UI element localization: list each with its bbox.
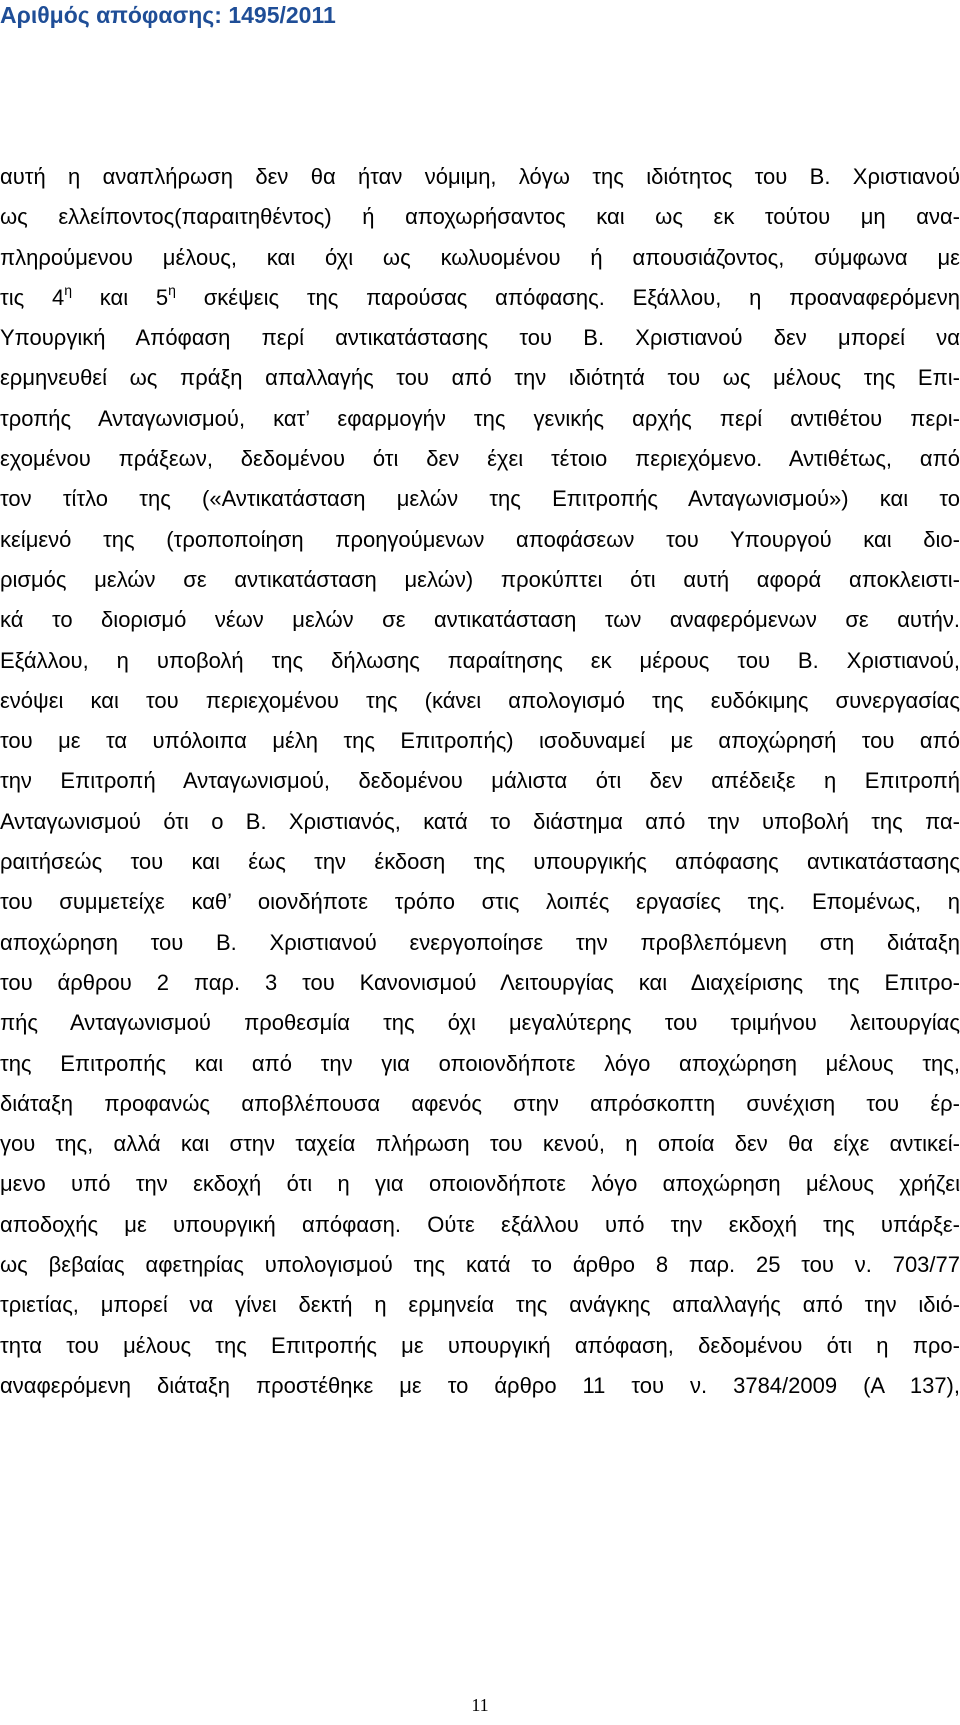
text-line: Ανταγωνισμού ότι ο Β. Χριστιανός, κατά το διάστημα από την υποβολή της πα- — [0, 808, 960, 834]
text-line: αυτή η αναπλήρωση δεν θα ήταν νόμιμη, λόγω της ιδιότητος του Β. Χριστιανού — [0, 164, 960, 189]
text-line: τριετίας, μπορεί να γίνει δεκτή η ερμηνεία της ανάγκης απαλλαγής από την ιδιό- — [0, 1292, 960, 1318]
text-line: της Επιτροπής και από την για οποιονδήποτε λόγο αποχώρηση μέλους της, — [0, 1050, 960, 1076]
text-line: κά το διορισμό νέων μελών σε αντικατάσταση των αναφερόμενων σε αυτήν. — [0, 607, 960, 633]
text-line: αποδοχής με υπουργική απόφαση. Ούτε εξάλλου υπό την εκδοχή της υπάρξε- — [0, 1211, 960, 1237]
text-fragment: τις 4 — [0, 284, 65, 310]
text-line: ρισμός μελών σε αντικατάσταση μελών) προκύπτει ότι αυτή αφορά αποκλειστι- — [0, 566, 960, 592]
text-line: τητα του μέλους της Επιτροπής με υπουργική απόφαση, δεδομένου ότι η προ- — [0, 1332, 960, 1358]
text-line: μενο υπό την εκδοχή ότι η για οποιονδήποτε λόγο αποχώρηση μέλους χρήζει — [0, 1171, 960, 1197]
text-line: εχομένου πράξεων, δεδομένου ότι δεν έχει τέτοιο περιεχόμενο. Αντιθέτως, από — [0, 446, 960, 472]
text-line: πληρούμενου μέλους, και όχι ως κωλυομένου ή απουσιάζοντος, σύμφωνα με — [0, 244, 960, 270]
text-line: γου της, αλλά και στην ταχεία πλήρωση του κενού, η οποία δεν θα είχε αντικεί- — [0, 1131, 960, 1157]
text-line: Υπουργική Απόφαση περί αντικατάστασης του Β. Χριστιανού δεν μπορεί να — [0, 325, 960, 351]
text-line: αποχώρηση του Β. Χριστιανού ενεργοποίησε την προβλεπόμενη στη διάταξη — [0, 929, 960, 955]
text-line: ερμηνευθεί ως πράξη απαλλαγής του από την ιδιότητά του ως μέλους της Επι- — [0, 365, 960, 391]
text-line: ραιτήσεώς του και έως την έκδοση της υπουργικής απόφασης αντικατάστασης — [0, 849, 960, 875]
superscript: η — [168, 281, 176, 298]
text-line: ως ελλείποντος(παραιτηθέντος) ή αποχωρήσαντος και ως εκ τούτου μη ανα- — [0, 204, 960, 230]
text-line: του άρθρου 2 παρ. 3 του Κανονισμού Λειτουργίας και Διαχείρισης της Επιτρο- — [0, 969, 960, 995]
text-line: του συμμετείχε καθ’ οιονδήποτε τρόπο στις λοιπές εργασίες της. Επομένως, η — [0, 889, 960, 915]
text-line: κείμενό της (τροποποίηση προηγούμενων αποφάσεων του Υπουργού και διο- — [0, 526, 960, 552]
text-line: πής Ανταγωνισμού προθεσμία της όχι μεγαλύτερης του τριμήνου λειτουργίας — [0, 1010, 960, 1036]
text-line: διάταξη προφανώς αποβλέπουσα αφενός στην απρόσκοπτη συνέχιση του έρ- — [0, 1090, 960, 1116]
superscript: η — [64, 281, 72, 298]
decision-number-header: Αριθμός απόφασης: 1495/2011 — [0, 2, 336, 28]
text-line — [0, 281, 960, 321]
text-fragment: σκέψεις της παρούσας απόφασης. Εξάλλου, η προαναφερόμενη — [175, 284, 960, 310]
text-line: του με τα υπόλοιπα μέλη της Επιτροπής) ισοδυναμεί με αποχώρησή του από — [0, 728, 960, 754]
text-line: τροπής Ανταγωνισμού, κατ’ εφαρμογήν της γενικής αρχής περί αντιθέτου περι- — [0, 405, 960, 431]
text-line: την Επιτροπή Ανταγωνισμού, δεδομένου μάλιστα ότι δεν απέδειξε η Επιτροπή — [0, 768, 960, 794]
text-line: ως βεβαίας αφετηρίας υπολογισμού της κατά το άρθρο 8 παρ. 25 του ν. 703/77 — [0, 1252, 960, 1278]
text-line: τον τίτλο της («Αντικατάσταση μελών της Επιτροπής Ανταγωνισμού») και το — [0, 486, 960, 512]
text-fragment: και 5 — [72, 284, 169, 310]
document-body — [0, 160, 960, 1409]
text-line: Εξάλλου, η υποβολή της δήλωσης παραίτησης εκ μέρους του Β. Χριστιανού, — [0, 647, 960, 673]
page-number: 11 — [471, 1695, 489, 1715]
text-line: ενόψει και του περιεχομένου της (κάνει απολογισμό της ευδόκιμης συνεργασίας — [0, 687, 960, 713]
text-line: αναφερόμενη διάταξη προστέθηκε με το άρθρο 11 του ν. 3784/2009 (Α 137), — [0, 1372, 960, 1398]
